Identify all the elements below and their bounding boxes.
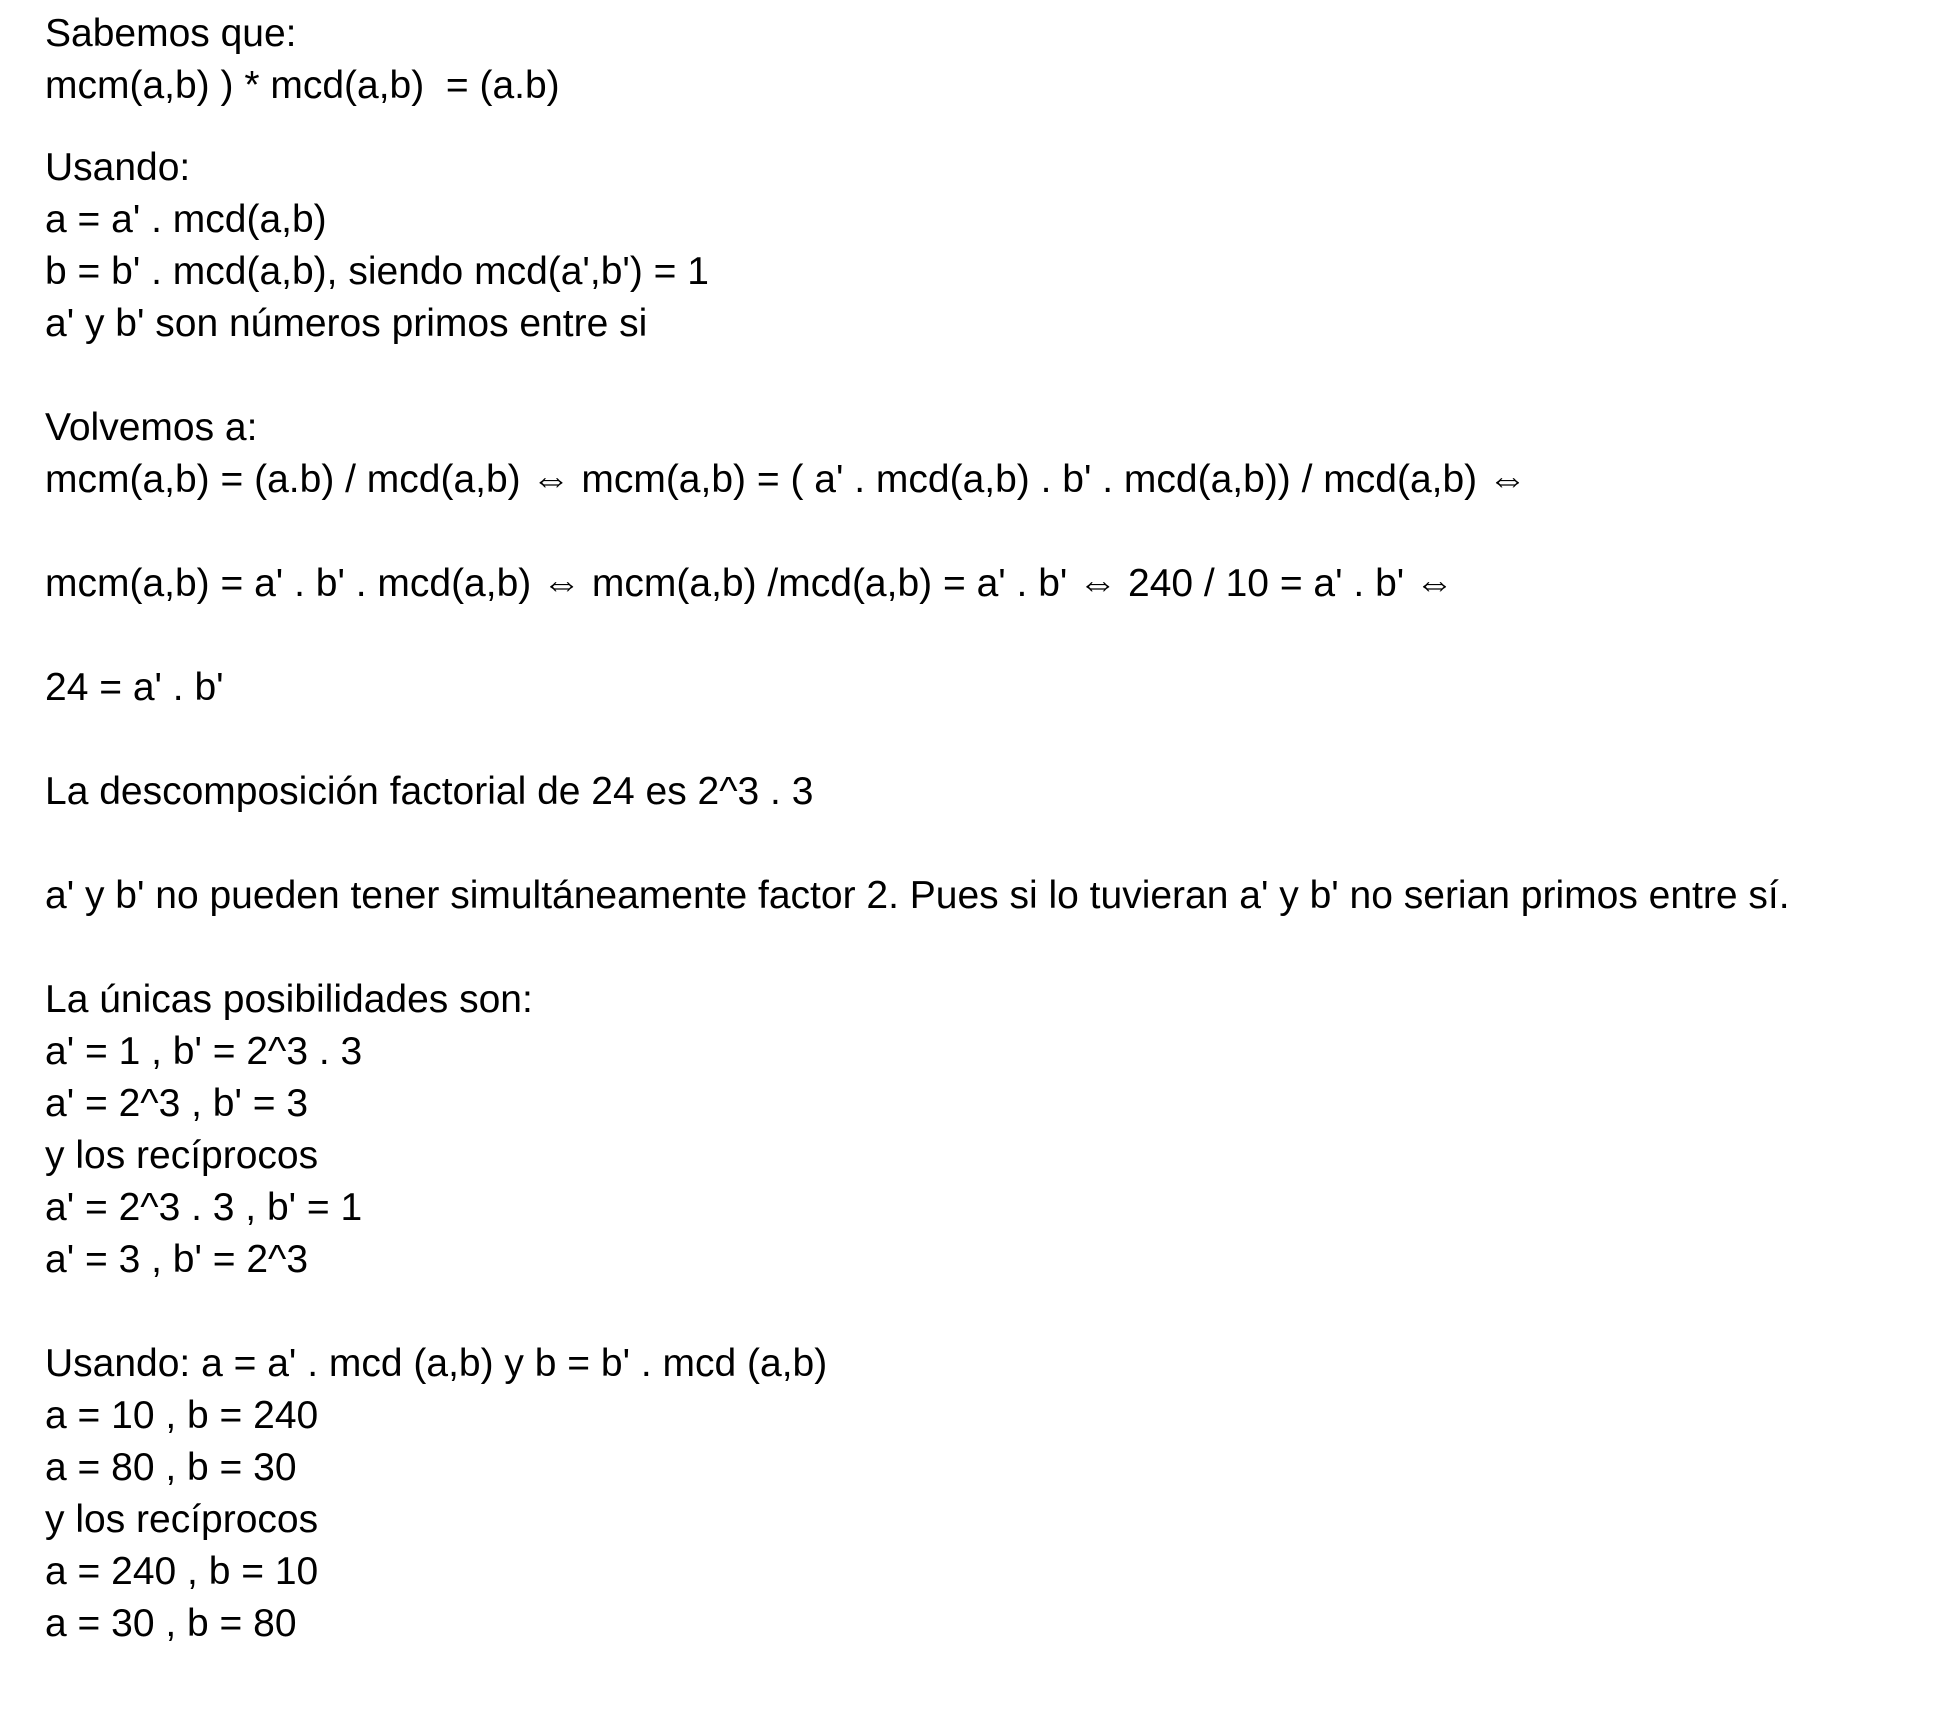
text-line: a = 30 , b = 80 [45, 1602, 297, 1645]
text-line: mcm(a,b) = (a.b) / mcd(a,b) ⇔ mcm(a,b) = ( a' . mcd(a,b) . b' . mcd(a,b)) / mcd(a,b) ⇔ [45, 458, 1527, 501]
text-line: mcm(a,b) ) * mcd(a,b) = (a.b) [45, 64, 560, 107]
text-line: Usando: [45, 146, 191, 189]
spacer [45, 1286, 1905, 1338]
text-line: 24 = a' . b' [45, 666, 224, 709]
spacer [45, 506, 1905, 558]
text-line: Volvemos a: [45, 406, 258, 449]
document-body [45, 8, 1905, 1650]
text-line: a' = 3 , b' = 2^3 [45, 1238, 309, 1281]
text-line: a = 240 , b = 10 [45, 1550, 319, 1593]
text-line: a = 10 , b = 240 [45, 1394, 319, 1437]
text-line: a' = 2^3 , b' = 3 [45, 1082, 309, 1125]
text-line: Usando: a = a' . mcd (a,b) y b = b' . mcd (a,b) [45, 1342, 828, 1385]
spacer [45, 714, 1905, 766]
spacer [45, 922, 1905, 974]
text-line: Sabemos que: [45, 12, 297, 55]
text-line: y los recíprocos [45, 1134, 319, 1177]
text-line: b = b' . mcd(a,b), siendo mcd(a',b') = 1 [45, 250, 709, 293]
text-line: a' y b' son números primos entre si [45, 302, 648, 345]
text-line: La únicas posibilidades son: [45, 978, 533, 1021]
text-line: La descomposición factorial de 24 es 2^3 . 3 [45, 770, 814, 813]
text-paragraph: a' y b' no pueden tener simultáneamente factor 2. Pues si lo tuvieran a' y b' no serian primos entre sí. [45, 874, 1790, 917]
text-line: mcm(a,b) = a' . b' . mcd(a,b) ⇔ mcm(a,b) /mcd(a,b) = a' . b' ⇔ 240 / 10 = a' . b' ⇔ [45, 562, 1455, 605]
spacer [45, 350, 1905, 402]
text-line: y los recíprocos [45, 1498, 319, 1541]
spacer [45, 818, 1905, 870]
text-line: a = 80 , b = 30 [45, 1446, 297, 1489]
text-line: a' = 2^3 . 3 , b' = 1 [45, 1186, 363, 1229]
text-line: a' = 1 , b' = 2^3 . 3 [45, 1030, 363, 1073]
spacer [45, 610, 1905, 662]
text-line: a = a' . mcd(a,b) [45, 198, 327, 241]
spacer [45, 112, 1905, 142]
